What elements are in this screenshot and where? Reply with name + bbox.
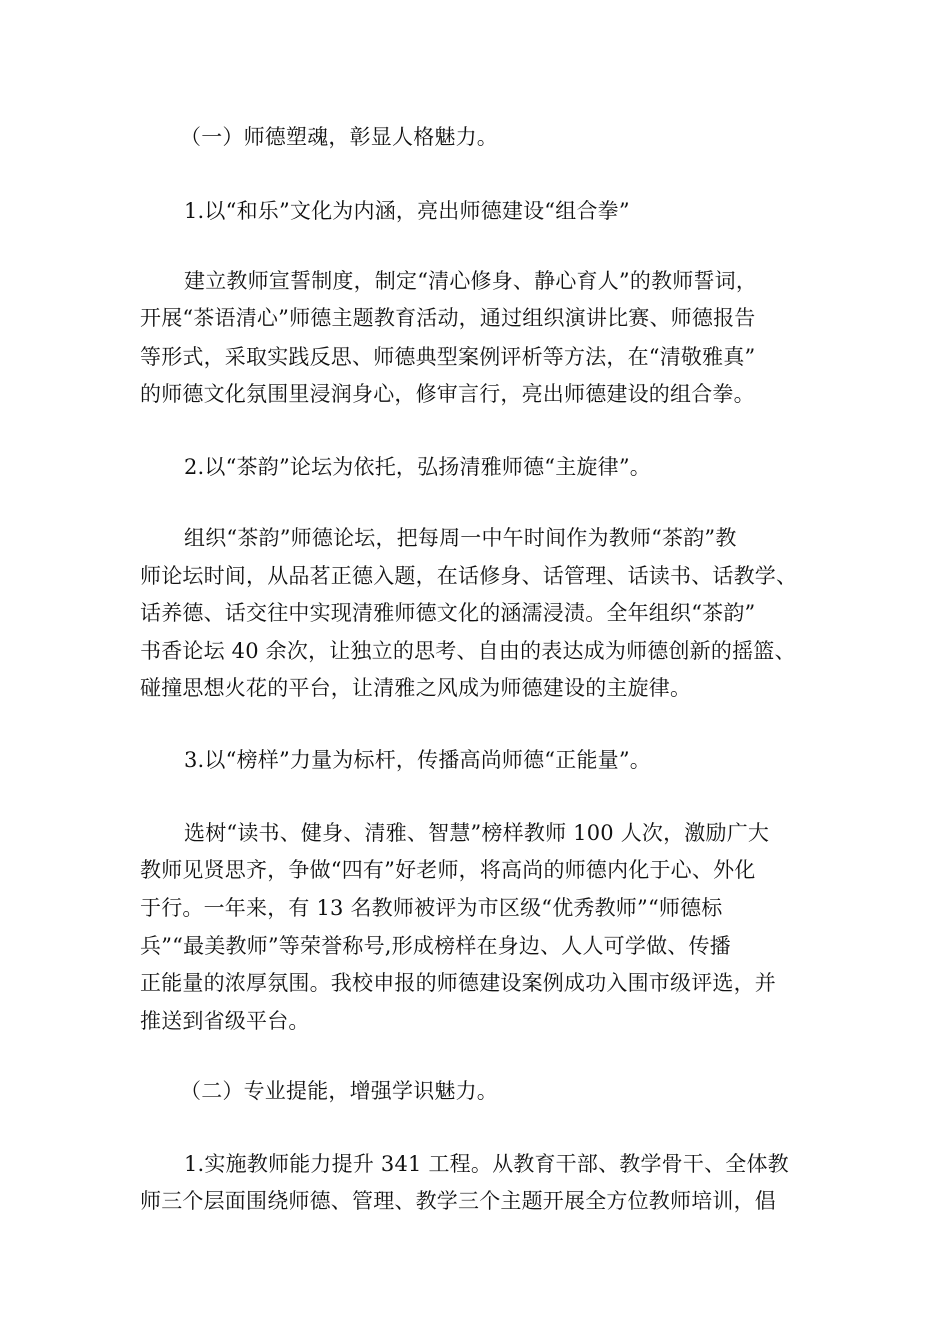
paragraph-line: 师论坛时间，从品茗正德入题，在话修身、话管理、话读书、话教学、 xyxy=(140,564,798,588)
paragraph-line: 选树“读书、健身、清雅、智慧”榜样教师 100 人次，激励广大 xyxy=(184,821,770,845)
paragraph-line: 话养德、话交往中实现清雅师德文化的涵濡浸渍。全年组织“茶韵” xyxy=(140,601,756,625)
paragraph-line: 书香论坛 40 余次，让独立的思考、自由的表达成为师德创新的摇篮、 xyxy=(140,639,796,663)
paragraph-line: 组织“茶韵”师德论坛，把每周一中午时间作为教师“茶韵”教 xyxy=(184,526,737,550)
paragraph-line: 教师见贤思齐，争做“四有”好老师，将高尚的师德内化于心、外化 xyxy=(140,858,756,882)
item-1-title: 1.以“和乐”文化为内涵，亮出师德建设“组合拳” xyxy=(184,199,630,223)
paragraph-line: 于行。一年来，有 13 名教师被评为市区级“优秀教师”“师德标 xyxy=(140,896,723,920)
item-2-title: 2.以“茶韵”论坛为依托，弘扬清雅师德“主旋律”。 xyxy=(184,455,651,479)
section-1-heading: （一）师德塑魂，彰显人格魅力。 xyxy=(180,125,498,149)
paragraph-line: 建立教师宣誓制度，制定“清心修身、静心育人”的教师誓词， xyxy=(184,269,758,293)
paragraph-line: 正能量的浓厚氛围。我校申报的师德建设案例成功入围市级评选，并 xyxy=(140,971,776,995)
paragraph-line: 推送到省级平台。 xyxy=(140,1009,310,1033)
paragraph-line: 的师德文化氛围里浸润身心，修审言行，亮出师德建设的组合拳。 xyxy=(140,382,755,406)
paragraph-line: 开展“茶语清心”师德主题教育活动，通过组织演讲比赛、师德报告 xyxy=(140,306,756,330)
section-2-heading: （二）专业提能，增强学识魅力。 xyxy=(180,1079,498,1103)
paragraph-line: 碰撞思想火花的平台，让清雅之风成为师德建设的主旋律。 xyxy=(140,676,692,700)
item-3-title: 3.以“榜样”力量为标杆，传播高尚师德“正能量”。 xyxy=(184,748,651,772)
paragraph-line: 师三个层面围绕师德、管理、教学三个主题开展全方位教师培训，倡 xyxy=(140,1189,776,1213)
paragraph-line: 1.实施教师能力提升 341 工程。从教育干部、教学骨干、全体教 xyxy=(184,1152,789,1176)
paragraph-line: 兵”“最美教师”等荣誉称号,形成榜样在身边、人人可学做、传播 xyxy=(140,934,731,958)
paragraph-line: 等形式，采取实践反思、师德典型案例评析等方法，在“清敬雅真” xyxy=(140,345,756,369)
